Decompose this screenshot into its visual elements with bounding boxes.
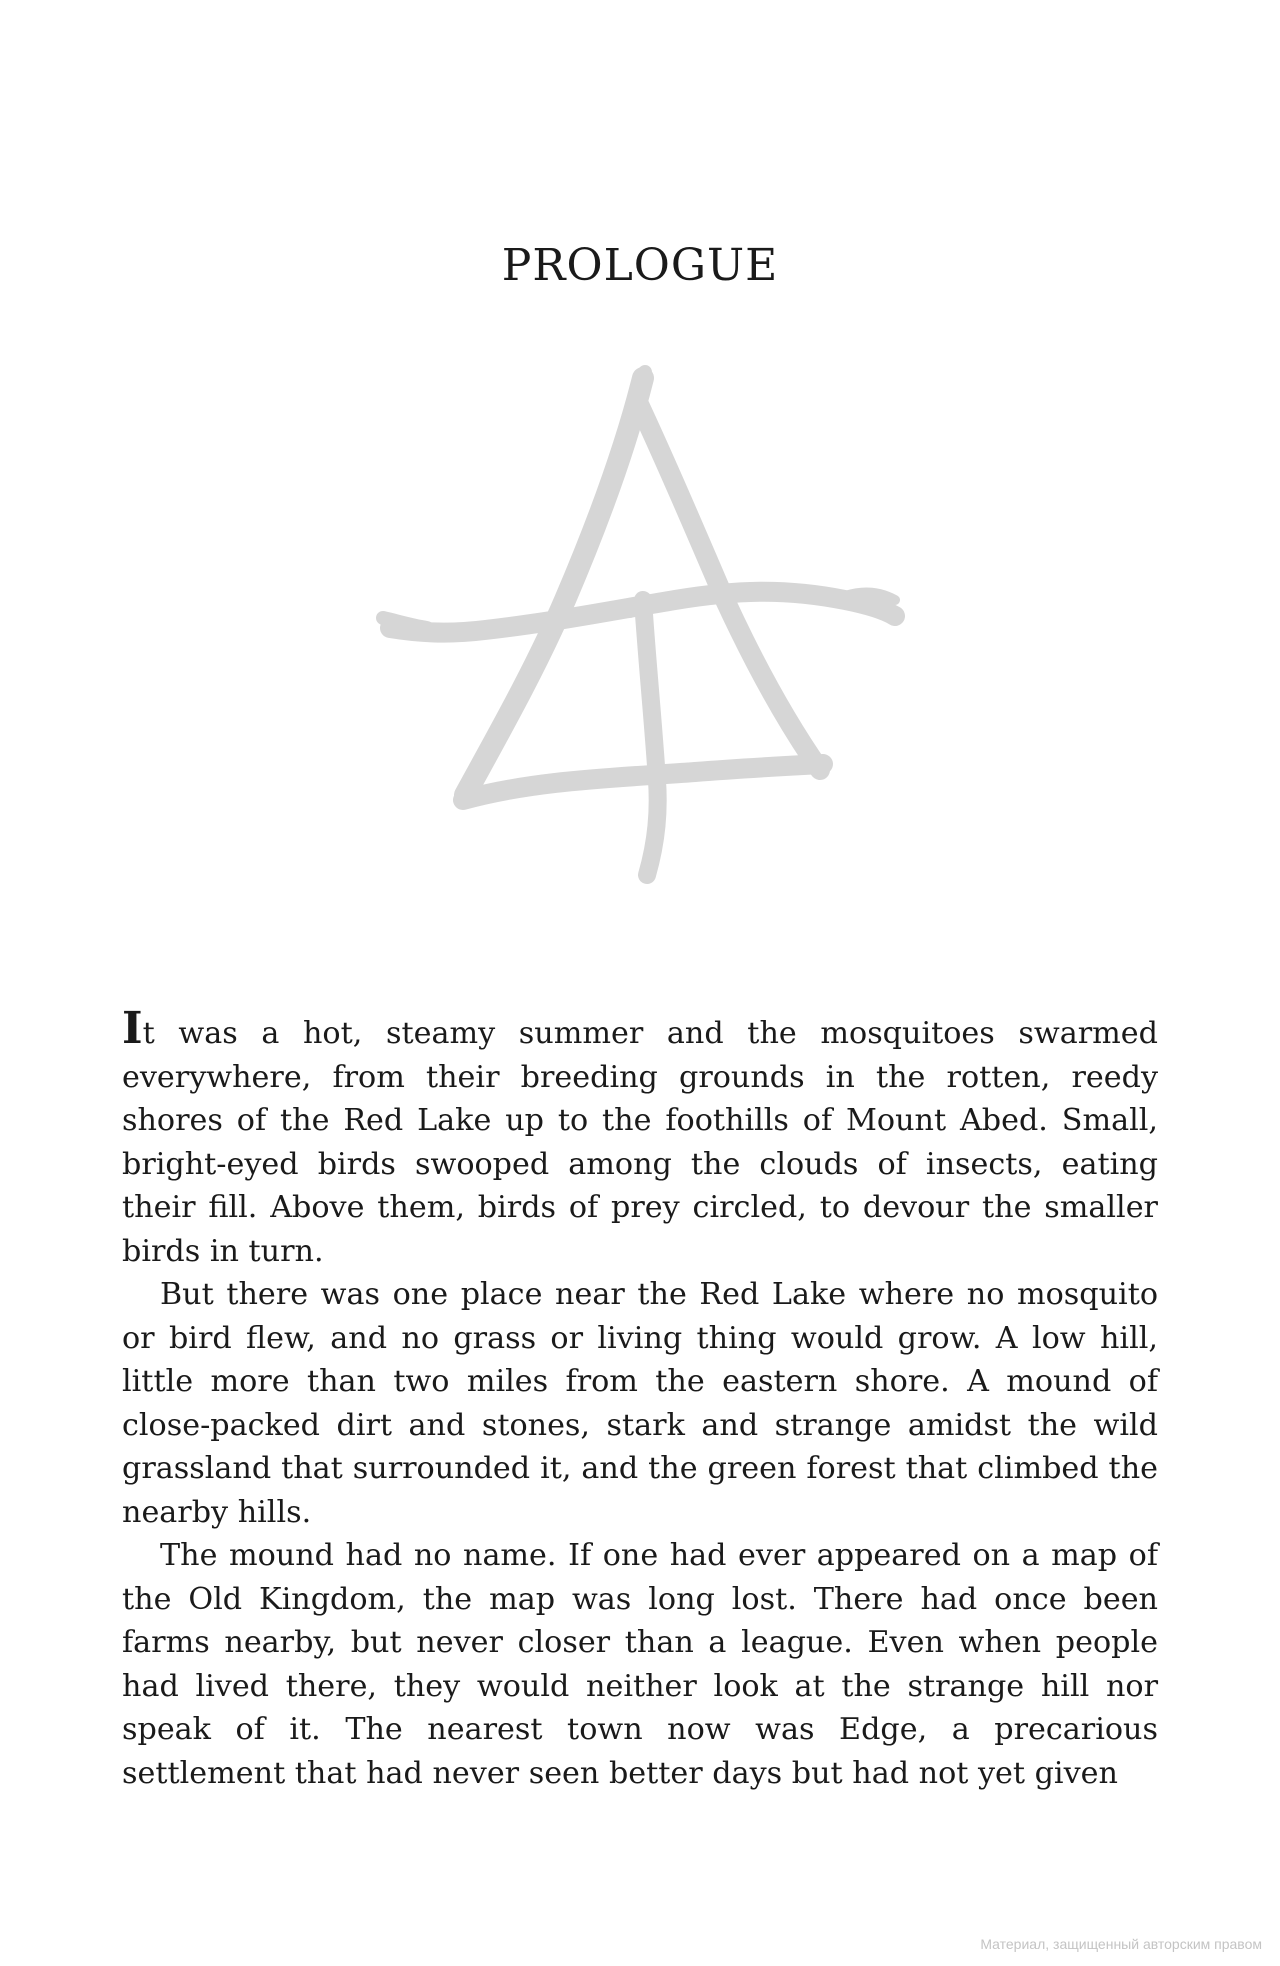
paragraph-1 <box>122 1003 1158 1273</box>
sigil-icon <box>375 360 915 890</box>
paragraph-1-text: t was a hot, steamy summer and the mosquitoes swarmed everywhere, from their breeding grounds in the rotten, reedy shores of the Red Lake up to the foothills of Mount Abed. Small, bright-eyed birds swooped among the clouds of insects, eating their fill. Above them, birds of prey circled, to devour the smaller birds in turn. <box>122 1016 1158 1269</box>
paragraph-2: But there was one place near the Red Lake where no mosquito or bird flew, and no grass or living thing would grow. A low hill, little more than two miles from the eastern shore. A mound of close-packed dirt and stones, stark and strange amidst the wild grassland that surrounded it, and the green forest that climbed the nearby hills. <box>122 1277 1158 1530</box>
copyright-watermark: Материал, защищенный авторским правом <box>980 1936 1262 1952</box>
chapter-title: PROLOGUE <box>501 240 779 291</box>
drop-initial: I <box>122 1003 143 1054</box>
paragraph-3: The mound had no name. If one had ever appeared on a map of the Old Kingdom, the map was long lost. There had once been farms nearby, but never closer than a league. Even when people had lived there, they would neither look at the strange hill nor speak of it. The nearest town now was Edge, a precarious settlement that had never seen better days but had not yet given <box>122 1538 1158 1791</box>
body-text <box>122 1003 1158 1795</box>
